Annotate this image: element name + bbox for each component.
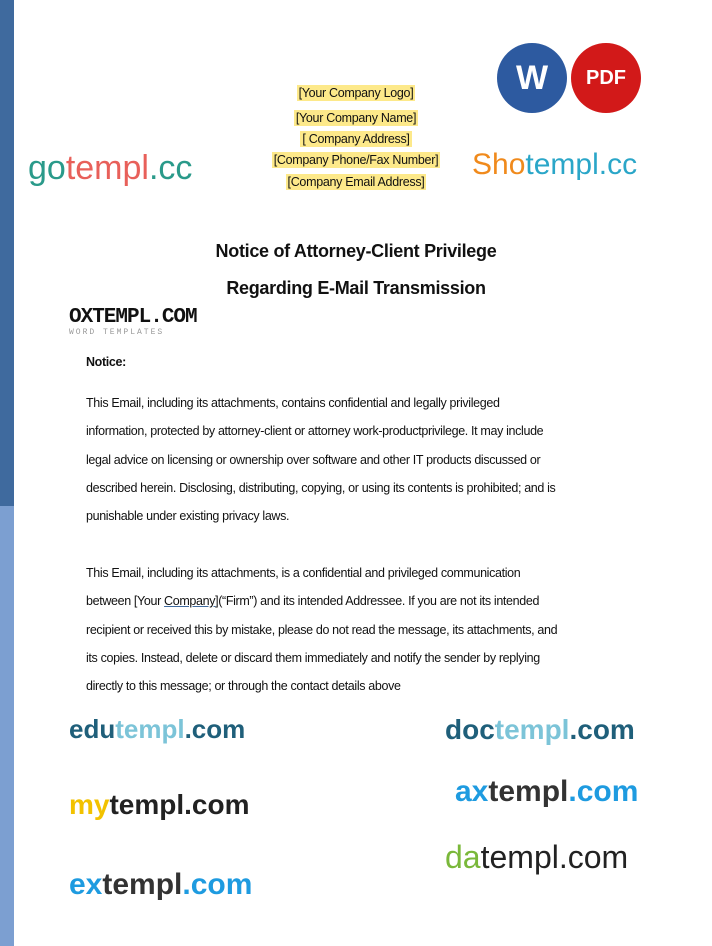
pdf-badge[interactable]	[571, 43, 641, 113]
para2-line: recipient or received this by mistake, please do not read the message, its attachments, and	[86, 623, 558, 637]
watermark-edutempl: edutempl.com	[69, 714, 246, 744]
company-name-placeholder: [Your Company Name]	[295, 111, 417, 125]
word-badge[interactable]	[497, 43, 567, 113]
para1-line: legal advice on licensing or ownership over software and other IT products discussed or	[86, 453, 541, 467]
notice-label: Notice:	[86, 355, 126, 369]
watermark-axtempl: axtempl.com	[455, 775, 639, 808]
watermark-shotempl: Shotempl.cc	[472, 148, 638, 181]
para1-line: described herein. Disclosing, distributing, copying, or using its contents is prohibited; and is	[86, 481, 556, 495]
para2-line: its copies. Instead, delete or discard them immediately and notify the sender by replying	[86, 651, 540, 665]
para2-line: between [Your Company](“Firm”) and its intended Addressee. If you are not its intended	[86, 594, 540, 608]
watermark-gotempl: gotempl.cc	[28, 149, 193, 187]
watermark-oxtempl: OXTEMPL.COM WORD TEMPLATES	[69, 306, 197, 338]
watermark-extempl: extempl.com	[69, 868, 253, 901]
para2-line: directly to this message; or through the contact details above	[86, 679, 401, 693]
para1-line: This Email, including its attachments, contains confidential and legally privileged	[86, 396, 500, 410]
word-label: W	[515, 58, 549, 97]
watermark-mytempl: mytempl.com	[69, 789, 250, 820]
title-line-1: Notice of Attorney-Client Privilege	[215, 241, 497, 261]
company-address-placeholder: [ Company Address]	[302, 132, 410, 146]
title-line-2: Regarding E-Mail Transmission	[226, 278, 486, 298]
watermark-doctempl: doctempl.com	[445, 714, 635, 745]
watermark-datempl: datempl.com	[445, 839, 629, 875]
company-link[interactable]: Company]	[164, 594, 219, 608]
sidebar-accent-light	[0, 506, 14, 946]
company-logo-placeholder: [Your Company Logo]	[298, 86, 414, 100]
pdf-label: PDF	[586, 66, 626, 89]
company-phone-placeholder: [Company Phone/Fax Number]	[273, 153, 439, 167]
para1-line: information, protected by attorney-client or attorney work-productprivilege. It may include	[86, 424, 544, 438]
company-email-placeholder: [Company Email Address]	[287, 175, 425, 189]
para2-line: This Email, including its attachments, is a confidential and privileged communication	[86, 566, 521, 580]
para1-line: punishable under existing privacy laws.	[86, 509, 290, 523]
